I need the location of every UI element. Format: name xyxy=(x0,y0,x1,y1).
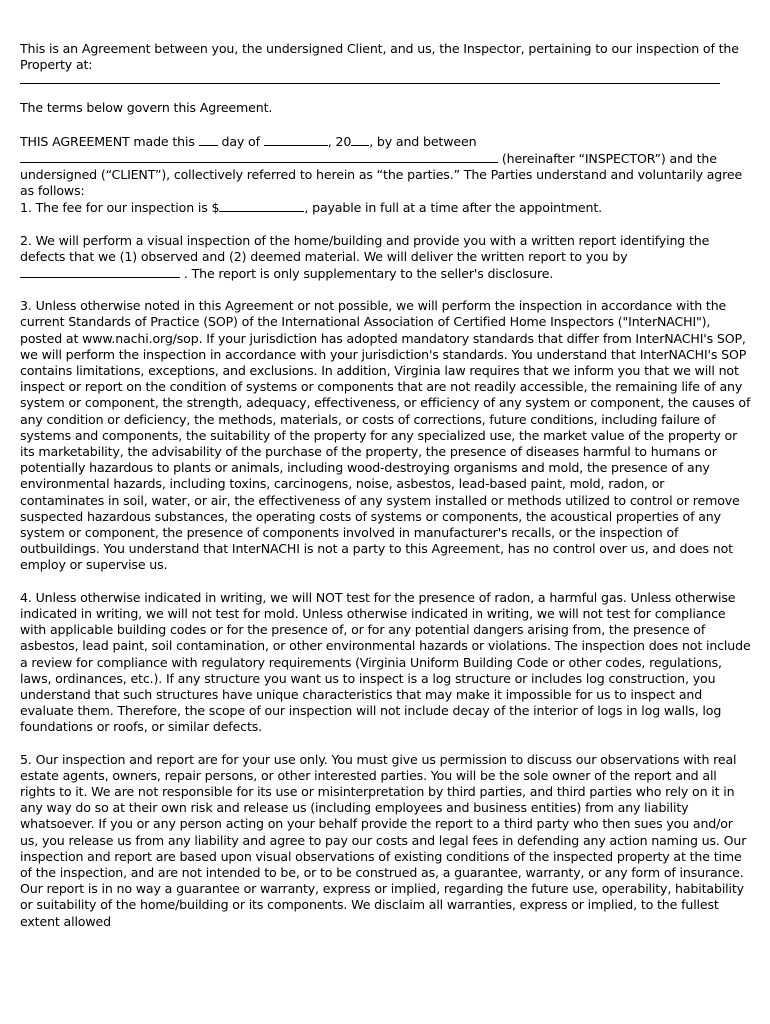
section-2-suffix: . The report is only supplementary to the seller's disclosure. xyxy=(183,266,554,282)
section-4-paragraph: 4. Unless otherwise indicated in writing, we will NOT test for the presence of radon, a harmful gas. Unless otherwise indicated in writing, we will not test for mold. Unless otherwise indicated in writing, we will not test for compliance with applicable building codes or for the presence of, or for any potential dangers arising from, the presence of asbestos, lead paint, soil contamination, or other environmental hazards or violations. The inspection does not include a review for compliance with regulatory requirements (Virginia Uniform Building Code or other codes, regulations, laws, ordinances, etc.). If any structure you want us to inspect is a log structure or includes log construction, you understand that such structures have unique characteristics that may make it impossible for us to inspect and evaluate them. Therefore, the scope of our inspection will not include decay of the interior of logs in log walls, log foundations or roofs, or similar defects. xyxy=(20,589,751,735)
section-2-paragraph xyxy=(20,233,752,283)
section-2-text: 2. We will perform a visual inspection of the home/building and provide you with a written report identifying the defects that we (1) observed and (2) deemed material. We will deliver the written report to you by xyxy=(20,232,710,264)
section-3-paragraph: 3. Unless otherwise noted in this Agreement or not possible, we will perform the inspection in accordance with the current Standards of Practice (SOP) of the International Association of Certified Home Inspectors ("InterNACHI"), posted at www.nachi.org/sop. If your jurisdiction has adopted mandatory standards that differ from InterNACHI's SOP, we will perform the inspection in accordance with your jurisdiction's standards. You understand that InterNACHI's SOP contains limitations, exceptions, and exclusions. In addition, Virginia law requires that we inform you that we will not inspect or report on the condition of systems or components that are not readily accessible, the remaining life of any system or component, the strength, adequacy, effectiveness, or efficiency of any system or component, the causes of any condition or deficiency, the methods, materials, or costs of corrections, future conditions, including failure of systems and components, the suitability of the property for any specialized use, the market value of the property or its marketability, the advisability of the purchase of the property, the presence of diseases harmful to humans or potentially hazardous to plants or animals, including wood-destroying organisms and mold, the presence of any environmental hazards, including toxins, carcinogens, noise, asbestos, lead-based paint, mold, radon, or contaminates in soil, water, or air, the effectiveness of any system installed or methods utilized to control or remove suspected hazardous substances, the operating costs of systems or components, the acoustical properties of any system or component, the presence of components involved in manufacturer's recalls, or the inspection of outbuildings. You understand that InterNACHI is not a party to this Agreement, has no control over us, and does not employ or supervise us. xyxy=(20,298,751,573)
by-and-between-text: , by and between xyxy=(369,133,477,149)
fee-paragraph xyxy=(20,199,752,216)
property-address-line[interactable] xyxy=(20,83,720,84)
report-date-blank[interactable] xyxy=(20,265,180,278)
terms-statement: The terms below govern this Agreement. xyxy=(20,100,273,116)
inspector-name-blank[interactable] xyxy=(20,150,498,163)
fee-prefix-text: 1. The fee for our inspection is $ xyxy=(20,200,220,216)
agreement-document xyxy=(20,41,752,930)
fee-blank[interactable] xyxy=(219,199,304,212)
section-5-paragraph: 5. Our inspection and report are for your use only. You must give us permission to discuss our observations with real estate agents, owners, repair persons, or other interested parties. You will be the sole owner of the report and all rights to it. We are not responsible for its use or misinterpretation by third parties, and third parties who rely on it in any way do so at their own risk and release us (including employees and business entities) from any liability whatsoever. If you or any person acting on your behalf provide the report to a third party who then sues you and/or us, you release us from any liability and agree to pay our costs and legal fees in defending any action naming us. Our inspection and report are based upon visual observations of existing conditions of the inspected property at the time of the inspection, and are not intended to be, or to be construed as, a guarantee, warranty, or any form of insurance. Our report is in no way a guarantee or warranty, express or implied, regarding the future use, operability, habitability or suitability of the home/building or its components. We disclaim all warranties, express or implied, to the fullest extent allowed xyxy=(20,751,747,929)
intro-paragraph: This is an Agreement between you, the undersigned Client, and us, the Inspector, pertaining to our inspection of the Property at: xyxy=(20,41,739,73)
agreement-paragraph xyxy=(20,133,752,200)
made-this-text: THIS AGREEMENT made this xyxy=(20,133,195,149)
hereinafter-text: (hereinafter “INSPECTOR”) and the undersigned (“CLIENT”), collectively referred to herein as “the parties.” The Parties understand and voluntarily agree as follows: xyxy=(20,150,743,199)
fee-suffix-text: , payable in full at a time after the appointment. xyxy=(304,200,602,216)
day-blank[interactable] xyxy=(199,133,218,146)
year-prefix-text: , 20 xyxy=(327,133,352,149)
day-of-text: day of xyxy=(221,133,260,149)
year-blank[interactable] xyxy=(351,133,369,146)
month-blank[interactable] xyxy=(264,133,328,146)
